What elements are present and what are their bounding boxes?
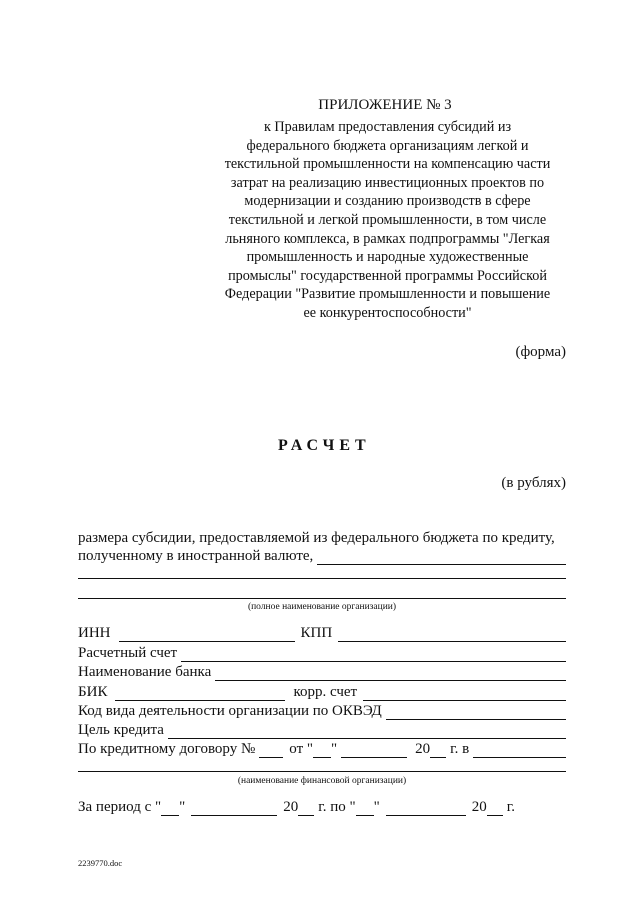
intro-text-1: размера субсидии, предоставляемой из федерального бюджета по кредиту,: [78, 530, 555, 546]
period-q2: ": [373, 799, 380, 815]
okved-row: [78, 700, 566, 720]
period-end-label: г.: [506, 799, 515, 815]
corr-field[interactable]: [363, 686, 566, 701]
annex-line: льняного комплекса, в рамках подпрограммы "Легкая: [225, 230, 550, 247]
form-label: (форма): [515, 344, 566, 360]
document-title: РАСЧЕТ: [278, 437, 371, 454]
file-name: 2239770.doc: [78, 858, 123, 868]
inn-field[interactable]: [119, 627, 295, 642]
account-label: Расчетный счет: [78, 645, 178, 661]
annex-line: текстильной промышленности на компенсацию части: [224, 156, 551, 173]
intro-text-2: полученному в иностранной валюте,: [78, 548, 314, 564]
org-name-line-3[interactable]: [78, 598, 566, 599]
purpose-field[interactable]: [168, 724, 566, 739]
period-label: За период с ": [78, 799, 162, 815]
bik-field[interactable]: [115, 686, 285, 701]
contract-year-field[interactable]: [430, 743, 446, 758]
corr-label: корр. счет: [293, 684, 358, 700]
period-to-year-field[interactable]: [487, 801, 503, 816]
org-name-field[interactable]: [317, 550, 566, 565]
account-row: [78, 642, 566, 662]
purpose-row: [78, 719, 566, 739]
annex-line: модернизации и созданию производств в сфере: [244, 193, 531, 210]
fin-org-line-2[interactable]: [78, 771, 566, 772]
okved-field[interactable]: [386, 705, 566, 720]
contract-day-field[interactable]: [313, 743, 331, 758]
period-to-year-prefix: 20: [471, 799, 487, 815]
period-from-day-field[interactable]: [161, 801, 179, 816]
contract-number-field[interactable]: [259, 743, 283, 758]
period-q1: ": [179, 799, 186, 815]
period-from-year-field[interactable]: [298, 801, 314, 816]
inn-kpp-row: [78, 622, 566, 642]
annex-line: промыслы" государственной программы Российской: [228, 267, 547, 284]
annex-line: Федерации "Развитие промышленности и повышение: [224, 286, 551, 303]
annex-line: федерального бюджета организациям легкой и: [246, 137, 529, 154]
intro-line-1: [78, 527, 566, 547]
contract-from-label: от ": [289, 741, 314, 757]
period-row: [78, 796, 518, 816]
annex-body: [195, 118, 580, 323]
annex-line: к Правилам предоставления субсидий из: [263, 119, 512, 135]
period-to-month-field[interactable]: [386, 801, 466, 816]
contract-g-v-label: г. в: [450, 741, 470, 757]
bank-label: Наименование банка: [78, 664, 212, 680]
annex-title: ПРИЛОЖЕНИЕ № 3: [318, 97, 452, 113]
contract-month-field[interactable]: [341, 743, 407, 758]
inn-label: ИНН: [78, 625, 111, 641]
bik-row: [78, 681, 566, 701]
period-from-month-field[interactable]: [191, 801, 277, 816]
kpp-field[interactable]: [338, 627, 566, 642]
purpose-label: Цель кредита: [78, 722, 164, 738]
period-to-label: г. по ": [318, 799, 356, 815]
bank-row: [78, 661, 566, 681]
period-to-day-field[interactable]: [356, 801, 374, 816]
org-name-line-2[interactable]: [78, 578, 566, 579]
bank-field[interactable]: [215, 666, 566, 681]
contract-quote-end: ": [331, 741, 338, 757]
org-name-caption: (полное наименование организации): [247, 602, 397, 612]
unit-label: (в рублях): [501, 475, 566, 491]
contract-row: [78, 738, 566, 758]
fin-org-caption: (наименование финансовой организации): [237, 776, 407, 786]
annex-line: текстильной и легкой промышленности, в том числе: [228, 211, 547, 228]
kpp-label: КПП: [300, 625, 333, 641]
account-field[interactable]: [181, 647, 566, 662]
annex-line: ее конкурентоспособности": [303, 304, 472, 321]
intro-line-2: [78, 545, 566, 565]
annex-line: затрат на реализацию инвестиционных проектов по: [230, 174, 545, 191]
contract-year-prefix: 20: [415, 741, 431, 757]
annex-line: промышленность и народные художественные: [246, 249, 529, 266]
period-from-year-prefix: 20: [283, 799, 299, 815]
bik-label: БИК: [78, 684, 108, 700]
fin-org-field[interactable]: [473, 743, 566, 758]
okved-label: Код вида деятельности организации по ОКВЭД: [78, 703, 382, 719]
contract-label: По кредитному договору №: [78, 741, 256, 757]
